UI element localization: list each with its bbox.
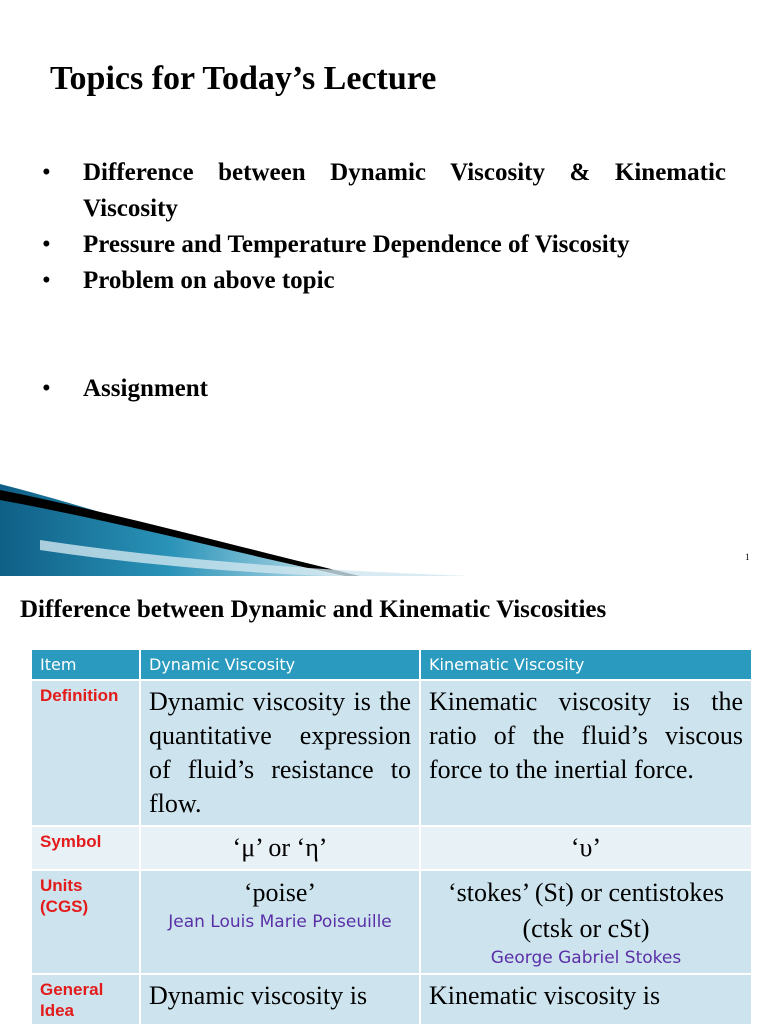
table-row bbox=[31, 974, 752, 1024]
table-row bbox=[31, 680, 752, 826]
column-header: Item bbox=[31, 649, 140, 680]
slide-title: Topics for Today’s Lecture bbox=[50, 60, 437, 97]
column-header: Dynamic Viscosity bbox=[140, 649, 420, 680]
dynamic-cell: Dynamic viscosity is the quantitative expression of fluid’s resistance to flow. bbox=[140, 680, 420, 826]
bullet-icon: • bbox=[42, 159, 51, 186]
unit-name: ‘poise’ bbox=[243, 878, 317, 907]
topic-item: • Assignment bbox=[40, 371, 726, 407]
topic-item: • Pressure and Temperature Dependence of Viscosity bbox=[40, 227, 726, 263]
page-number: 1 bbox=[745, 552, 750, 562]
topic-item: • Problem on above topic bbox=[40, 263, 726, 299]
swoosh-decoration bbox=[0, 480, 470, 576]
unit-name: ‘stokes’ (St) or centistokes (ctsk or cSt) bbox=[447, 878, 725, 943]
dynamic-cell: Dynamic viscosity is bbox=[140, 974, 420, 1024]
dynamic-cell: ‘μ’ or ‘η’ bbox=[140, 826, 420, 870]
topic-item: • Difference between Dynamic Viscosity & Kinematic Viscosity bbox=[40, 155, 726, 227]
row-label: Units (CGS) bbox=[31, 870, 140, 974]
bullet-icon: • bbox=[42, 267, 51, 294]
bullet-icon: • bbox=[42, 375, 51, 402]
table-row bbox=[31, 870, 752, 974]
comparison-table bbox=[30, 648, 753, 1024]
column-header: Kinematic Viscosity bbox=[420, 649, 752, 680]
row-label: Definition bbox=[31, 680, 140, 826]
person-name: George Gabriel Stokes bbox=[490, 948, 682, 968]
kinematic-cell: ‘υ’ bbox=[420, 826, 752, 870]
kinematic-cell bbox=[420, 870, 752, 974]
row-label: General Idea bbox=[31, 974, 140, 1024]
kinematic-cell: Kinematic viscosity is the ratio of the fluid’s viscous force to the inertial force. bbox=[420, 680, 752, 826]
row-label: Symbol bbox=[31, 826, 140, 870]
slide-2 bbox=[0, 576, 768, 1024]
kinematic-cell: Kinematic viscosity is bbox=[420, 974, 752, 1024]
topic-list bbox=[40, 155, 726, 407]
slide-title: Difference between Dynamic and Kinematic Viscosities bbox=[20, 596, 607, 623]
bullet-icon: • bbox=[42, 231, 51, 258]
table-header-row bbox=[31, 649, 752, 680]
dynamic-cell bbox=[140, 870, 420, 974]
person-name: Jean Louis Marie Poiseuille bbox=[168, 912, 392, 932]
table-row bbox=[31, 826, 752, 870]
